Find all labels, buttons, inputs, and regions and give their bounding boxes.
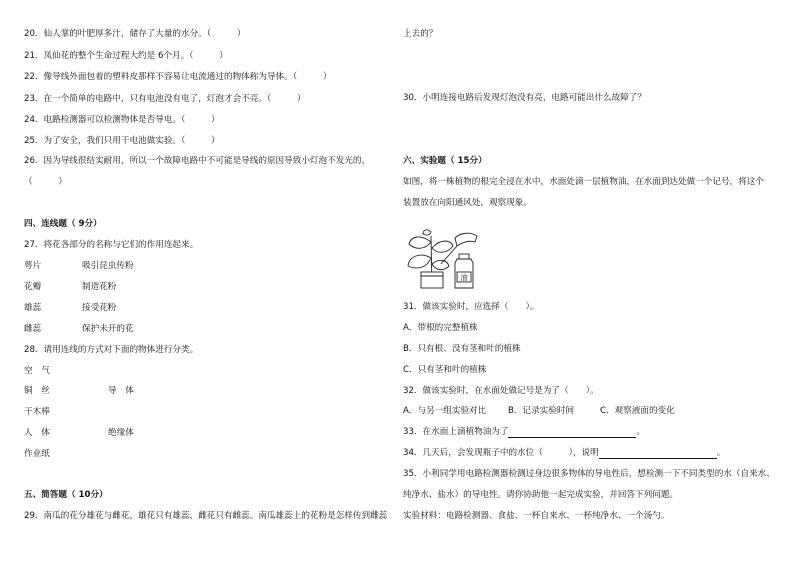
q28-item: 空 气	[24, 366, 50, 376]
question-33	[403, 427, 645, 438]
question-20: 20．仙人掌的叶肥厚多汁，储存了大量的水分。（ ）	[24, 29, 246, 39]
q27-right-item: 制造花粉	[82, 282, 117, 292]
experiment-materials: 实验材料：电路检测器、食盐、一杯自来水、一杯纯净水、一个汤勺。	[403, 511, 670, 521]
q27-right-item: 保护未开的花	[82, 324, 134, 334]
q28-insulator-label: 绝缘体	[108, 428, 134, 438]
question-27: 27．将花各部分的名称与它们的作用连起来。	[24, 240, 199, 250]
question-34-period: 。	[716, 448, 726, 458]
question-32-option-b: B．记录实验时间	[508, 406, 575, 416]
question-33-text: 33．在水面上滴植物油为了	[403, 427, 509, 437]
question-26-answer-paren: （ ）	[24, 177, 67, 187]
plant-experiment-illustration	[405, 228, 485, 290]
question-32-option-c: C．观察液面的变化	[600, 406, 675, 416]
question-33-period: 。	[636, 427, 646, 437]
question-35-line-2: 纯净水、盐水）的导电性。请你协助他一起完成实验，并回答下列问题。	[403, 490, 679, 500]
experiment-intro-line-2: 装置放在向阳通风处，观察现象。	[403, 198, 532, 208]
question-34	[403, 448, 725, 459]
question-28: 28．请用连线的方式对下面的物体进行分类。	[24, 345, 199, 355]
q27-left-item: 雄蕊	[24, 303, 42, 313]
question-30: 30．小明连接电路后发现灯泡没有亮，电路可能出什么故障了？	[403, 93, 646, 103]
q28-item: 作业纸	[24, 449, 50, 459]
question-25: 25．为了安全，我们只用干电池做实验。（ ）	[24, 136, 220, 146]
bottle-label: 油	[460, 273, 468, 282]
question-31-option-b: B．只有根、没有茎和叶的植株	[403, 344, 521, 354]
answer-blank	[599, 449, 717, 459]
q27-right-item: 吸引昆虫传粉	[82, 261, 134, 271]
q27-left-item: 萼片	[24, 261, 42, 271]
question-21: 21．凤仙花的整个生命过程大约是 6个月。（ ）	[24, 51, 228, 61]
question-29-continued: 上去的？	[403, 29, 438, 39]
section-4-heading: 四、连线题（ 9分）	[24, 219, 102, 229]
q28-item: 铜 丝	[24, 386, 50, 396]
question-34-text: 34．几天后，会发现瓶子中的水位（ ），说明	[403, 448, 599, 458]
answer-blank	[508, 428, 636, 438]
question-35-line-1: 35．小利同学用电路检测器检测过身边很多物体的导电性后，想检测一下不同类型的水（自来水、	[403, 469, 775, 479]
section-6-heading: 六、实验题（ 15分）	[403, 156, 487, 166]
q27-left-item: 花瓣	[24, 282, 42, 292]
question-22: 22．像导线外面包着的塑料皮那样不容易让电流通过的物体称为导体。（ ）	[24, 72, 332, 82]
question-29: 29．南瓜的花分雄花与雌花，雄花只有雄蕊，雌花只有雌蕊。南瓜雄蕊上的花粉是怎样传到雌蕊	[24, 511, 388, 521]
question-32: 32．做该实验时，在水面处做记号是为了（ ）。	[403, 386, 599, 396]
q27-right-item: 接受花粉	[82, 303, 117, 313]
question-31-option-a: A．带根的完整植株	[403, 323, 478, 333]
question-31: 31．做该实验时，应选择（ ）。	[403, 302, 539, 312]
q28-item: 干木棒	[24, 407, 50, 417]
question-24: 24．电路检测器可以检测物体是否导电。（ ）	[24, 115, 220, 125]
q27-left-item: 雌蕊	[24, 324, 42, 334]
section-5-heading: 五、简答题（ 10分）	[24, 490, 108, 500]
question-32-option-a: A．与另一组实验对比	[403, 406, 487, 416]
experiment-intro-line-1: 如图，将一株植物的根完全浸在水中，水面处滴一层植物油，在水面到达处做一个记号，将这个	[403, 177, 764, 187]
question-26: 26．因为导线很结实耐用，所以一个故障电路中不可能是导线的原因导致小灯泡不发光的。	[24, 156, 371, 166]
q28-item: 人 体	[24, 428, 50, 438]
question-31-option-c: C．只有茎和叶的植株	[403, 365, 487, 375]
question-23: 23．在一个简单的电路中，只有电池没有电了，灯泡才会不亮。（ ）	[24, 94, 306, 104]
q28-conductor-label: 导 体	[108, 386, 134, 396]
